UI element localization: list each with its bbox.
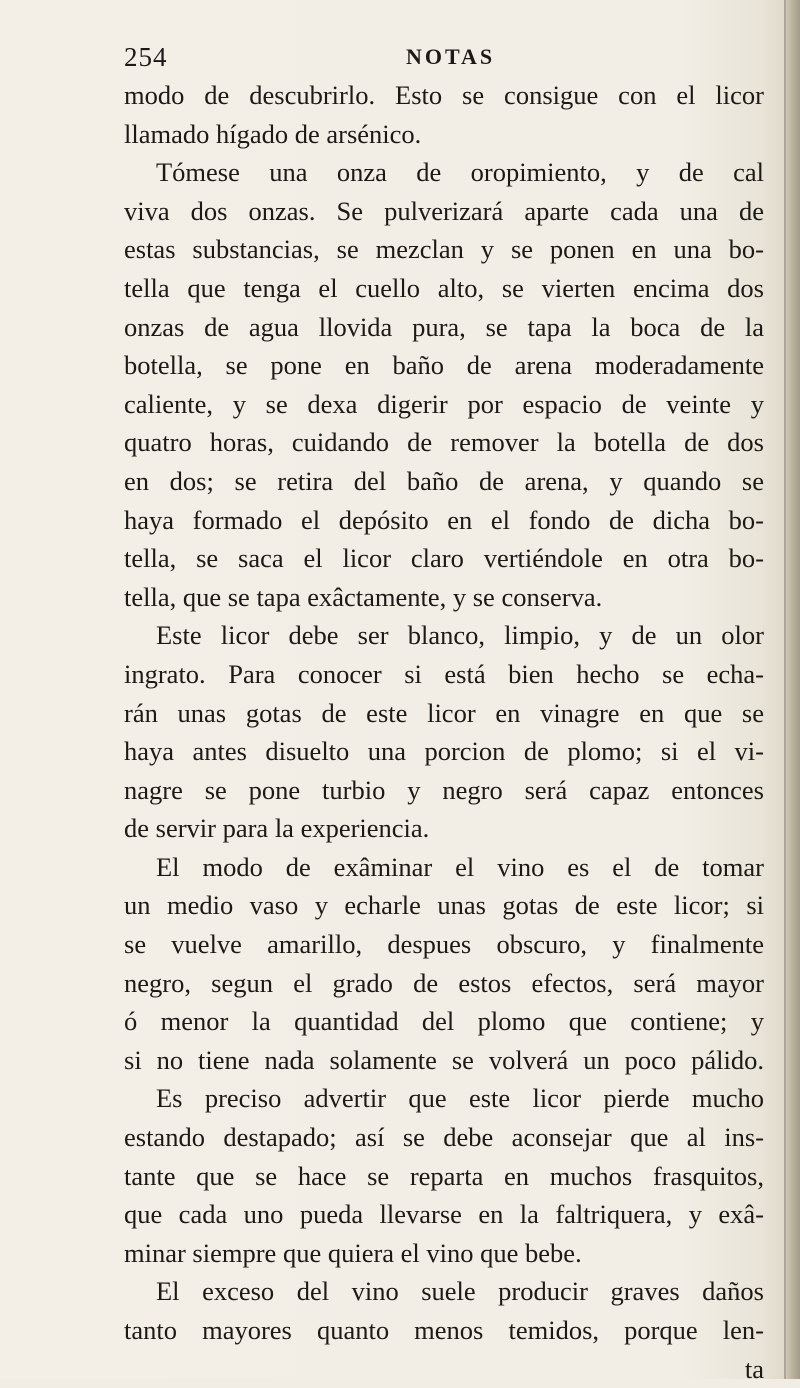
- text-line: onzas de agua llovida pura, se tapa la boca de la: [124, 311, 764, 342]
- text-line: minar siempre que quiera el vino que bebe.: [124, 1237, 582, 1268]
- text-line: Tómese una onza de oropimiento, y de cal: [156, 157, 764, 188]
- text-line: El modo de exâminar el vino es el de tomar: [156, 851, 764, 882]
- text-line: haya antes disuelto una porcion de plomo; si el vi-: [124, 736, 764, 767]
- text-line: haya formado el depósito en el fondo de dicha bo-: [124, 504, 764, 535]
- text-line: Este licor debe ser blanco, limpio, y de un olor: [156, 620, 764, 651]
- text-line: quatro horas, cuidando de remover la botella de dos: [124, 427, 764, 458]
- text-line: que cada uno pueda llevarse en la faltriquera, y exâ-: [124, 1199, 764, 1230]
- text-line: El exceso del vino suele producir graves daños: [156, 1276, 764, 1307]
- page-edge: [786, 0, 800, 1379]
- text-line: tanto mayores quanto menos temidos, porque len-: [124, 1315, 764, 1345]
- page-number: 254: [124, 42, 168, 72]
- text-line: en dos; se retira del baño de arena, y quando se: [124, 465, 764, 496]
- text-line: botella, se pone en baño de arena moderadamente: [124, 350, 764, 381]
- text-line: rán unas gotas de este licor en vinagre en que se: [124, 697, 764, 728]
- text-line: nagre se pone turbio y negro será capaz entonces: [124, 774, 764, 805]
- text-line: ó menor la quantidad del plomo que contiene; y: [124, 1006, 764, 1037]
- text-line: tella, que se tapa exâctamente, y se conserva.: [124, 581, 603, 612]
- text-line: tella que tenga el cuello alto, se vierten encima dos: [124, 272, 764, 303]
- running-head: NOTAS: [406, 44, 496, 69]
- catchword: ta: [744, 1353, 764, 1384]
- text-line: llamado hígado de arsénico.: [124, 118, 422, 149]
- text-line: tante que se hace se reparta en muchos frasquitos,: [124, 1160, 764, 1191]
- body-text: [124, 76, 764, 1388]
- text-line: caliente, y se dexa digerir por espacio de veinte y: [124, 388, 764, 419]
- text-line: viva dos onzas. Se pulverizará aparte cada una de: [124, 195, 764, 226]
- text-line: ingrato. Para conocer si está bien hecho se echa-: [124, 658, 764, 689]
- text-line: un medio vaso y echarle unas gotas de este licor; si: [124, 890, 764, 921]
- text-line: estando destapado; así se debe aconsejar que al ins-: [124, 1122, 764, 1153]
- text-line: si no tiene nada solamente se volverá un poco pálido.: [124, 1044, 764, 1075]
- text-line: se vuelve amarillo, despues obscuro, y finalmente: [124, 929, 764, 960]
- text-line: tella, se saca el licor claro vertiéndole en otra bo-: [124, 543, 764, 574]
- text-line: negro, segun el grado de estos efectos, será mayor: [124, 967, 764, 998]
- text-line: de servir para la experiencia.: [124, 813, 430, 844]
- text-line: Es preciso advertir que este licor pierde mucho: [156, 1083, 764, 1114]
- text-line: estas substancias, se mezclan y se ponen en una bo-: [124, 234, 764, 265]
- text-line: modo de descubrirlo. Esto se consigue con el licor: [124, 80, 764, 110]
